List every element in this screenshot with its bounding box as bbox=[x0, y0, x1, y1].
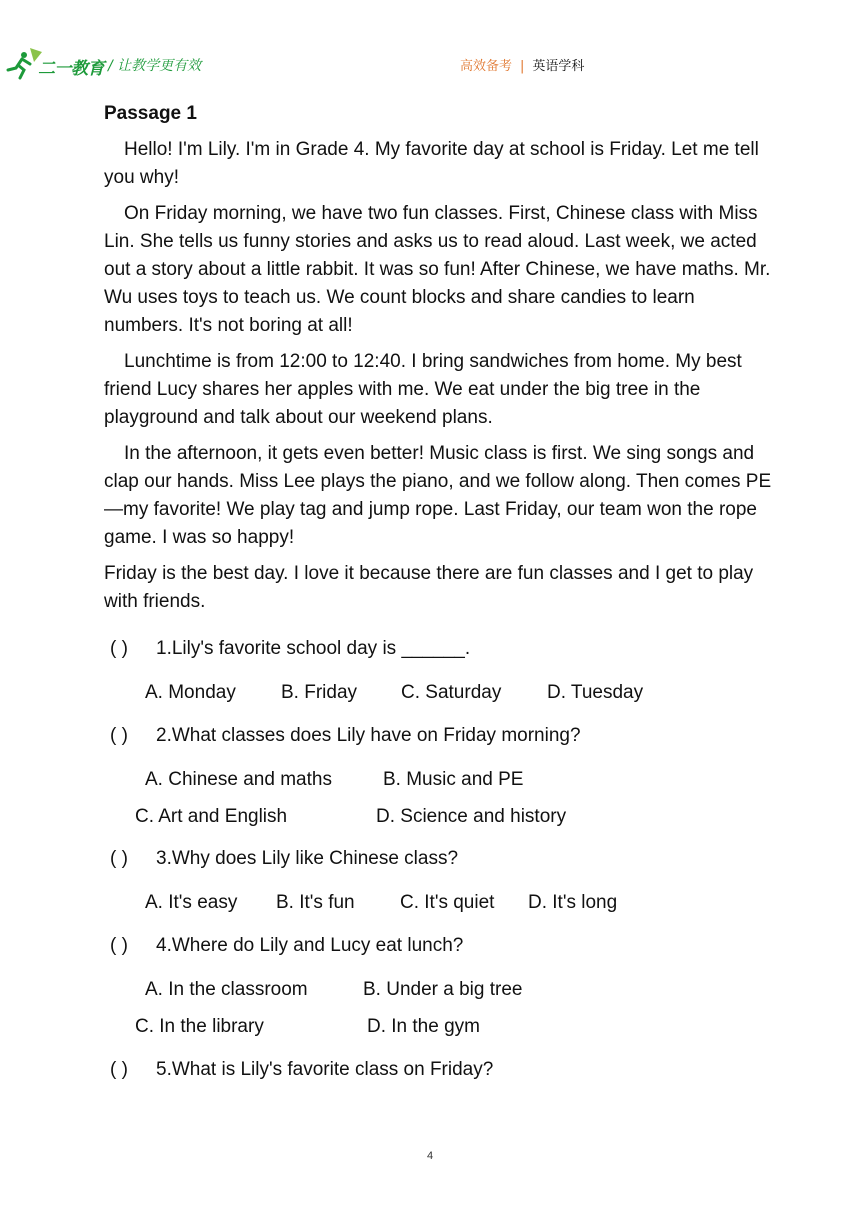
question-3 bbox=[110, 845, 458, 873]
option-d: D. In the gym bbox=[367, 1016, 480, 1037]
brand-name: 二一教育 bbox=[38, 59, 104, 79]
page-header bbox=[0, 44, 860, 84]
passage-paragraph: On Friday morning, we have two fun classes. First, Chinese class with Miss Lin. She tells us funny stories and asks us to read aloud. Last week, we acted out a story about a little rabbit. It was so fun! After Chinese, we have maths. Mr. Wu uses toys to teach us. We count blocks and share candies to learn numbers. It's not boring at all! bbox=[104, 203, 771, 336]
question-text: 3.Why does Lily like Chinese class? bbox=[156, 848, 459, 869]
option-d: D. It's long bbox=[528, 892, 618, 913]
option-b: B. Music and PE bbox=[383, 769, 524, 790]
question-text: 1.Lily's favorite school day is ______. bbox=[156, 638, 471, 659]
answer-blank[interactable]: ( ) bbox=[110, 848, 128, 869]
brand-slogan: / 让教学更有效 bbox=[108, 58, 202, 74]
answer-blank[interactable]: ( ) bbox=[110, 638, 128, 659]
option-d: D. Tuesday bbox=[547, 682, 644, 703]
option-a: A. It's easy bbox=[145, 892, 238, 913]
question-5 bbox=[110, 1056, 493, 1084]
passage-title: Passage 1 bbox=[104, 103, 197, 124]
header-tag-exam: 高效备考 bbox=[460, 59, 513, 74]
passage-paragraph: Lunchtime is from 12:00 to 12:40. I bring sandwiches from home. My best friend Lucy shares her apples with me. We eat under the big tree in the playground and talk about our weekend plans. bbox=[104, 351, 742, 428]
header-tags bbox=[460, 55, 584, 74]
option-b: B. Friday bbox=[281, 682, 358, 703]
option-c: C. It's quiet bbox=[400, 892, 495, 913]
option-a: A. In the classroom bbox=[145, 979, 308, 1000]
option-c: C. Saturday bbox=[401, 682, 502, 703]
header-separator: | bbox=[520, 59, 525, 74]
passage-paragraph: Hello! I'm Lily. I'm in Grade 4. My favorite day at school is Friday. Let me tell you why! bbox=[104, 139, 759, 188]
passage-paragraph: Friday is the best day. I love it because there are fun classes and I get to play with friends. bbox=[104, 563, 754, 612]
option-d: D. Science and history bbox=[376, 806, 567, 827]
passage-paragraph: In the afternoon, it gets even better! Music class is first. We sing songs and clap our hands. Miss Lee plays the piano, and we follow along. Then comes PE—my favorite! We play tag and jump rope. Last Friday, our team won the rope game. I was so happy! bbox=[104, 443, 772, 548]
question-text: 5.What is Lily's favorite class on Friday? bbox=[156, 1059, 494, 1080]
question-2 bbox=[110, 722, 581, 750]
question-text: 4.Where do Lily and Lucy eat lunch? bbox=[156, 935, 464, 956]
option-c: C. Art and English bbox=[135, 806, 288, 827]
passage bbox=[104, 100, 774, 624]
option-c: C. In the library bbox=[135, 1016, 264, 1037]
page-number: 4 bbox=[426, 1150, 434, 1162]
option-b: B. It's fun bbox=[276, 892, 355, 913]
header-tag-subject: 英语学科 bbox=[532, 59, 585, 74]
answer-blank[interactable]: ( ) bbox=[110, 725, 128, 746]
answer-blank[interactable]: ( ) bbox=[110, 1059, 128, 1080]
question-1 bbox=[110, 635, 470, 663]
question-4 bbox=[110, 932, 463, 960]
option-a: A. Monday bbox=[145, 682, 236, 703]
question-text: 2.What classes does Lily have on Friday morning? bbox=[156, 725, 581, 746]
answer-blank[interactable]: ( ) bbox=[110, 935, 128, 956]
option-a: A. Chinese and maths bbox=[145, 769, 332, 790]
option-b: B. Under a big tree bbox=[363, 979, 523, 1000]
